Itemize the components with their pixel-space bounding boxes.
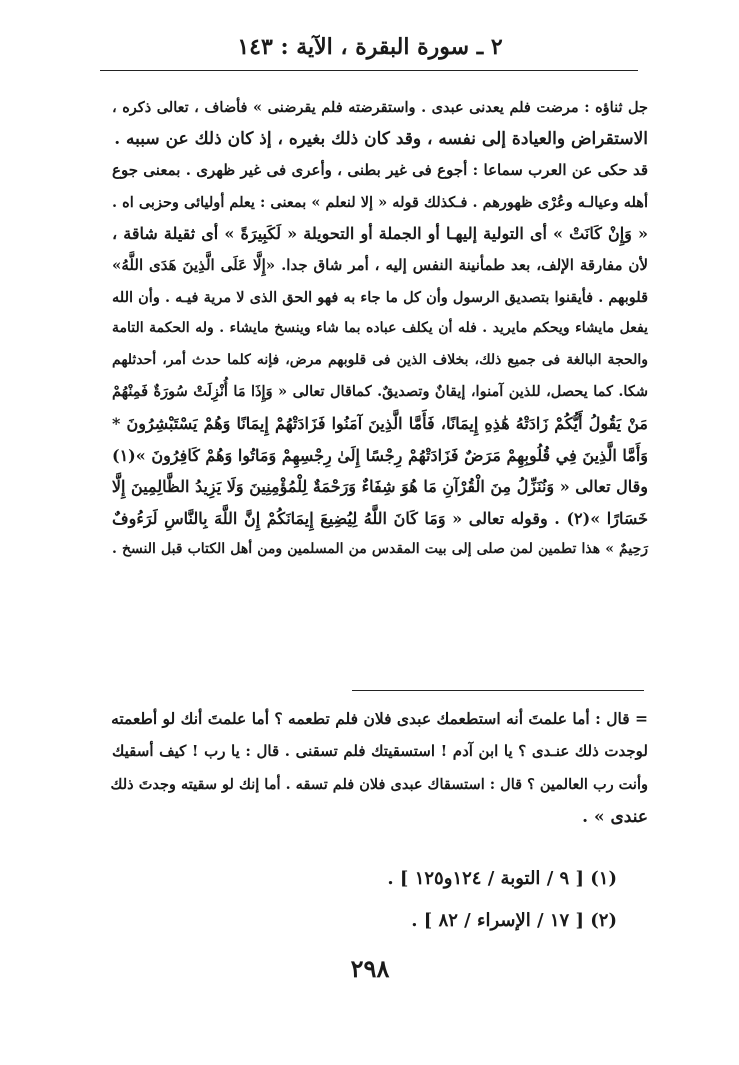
text-line: مَنْ يَقُولُ أَيُّكُمْ زَادَتْهُ هَٰذِهِ إِيمَانًا، فَأَمَّا الَّذِينَ آمَنُوا فَزَادَتْهُمْ إِيمَانًا وَهُمْ يَسْتَبْشِرُونَ * [112,413,649,433]
text-line: خَسَارًا »(٢) . وقوله تعالى « وَمَا كَانَ اللَّهُ لِيُضِيعَ إِيمَانَكُمْ إِنَّ اللَّهَ بِالنَّاسِ لَرَءُوفٌ [112,508,648,528]
text-line: قد حكى عن العرب سماعا : أجوع فى غير بطنى ، وأعرى فى غير ظهرى . بمعنى جوع [112,161,648,180]
text-line: وَأَمَّا الَّذِينَ فِي قُلُوبِهِمْ مَرَضٌ فَزَادَتْهُمْ رِجْسًا إِلَىٰ رِجْسِهِمْ وَمَاتُوا وَهُمْ كَافِرُونَ »(١) [112,445,648,465]
references-block [112,858,617,942]
text-line: قلوبهم . فأيقنوا بتصديق الرسول وأن كل ما جاء به فهو الحق الذى لا مرية فيـه . وأن الله [112,288,648,306]
text-line: « وَإِنْ كَانَتْ » أى التولية إليهـا أو الجملة أو التحويلة « لَكَبِيرَةً » أى ثقيلة شاقة ، [112,224,648,244]
text-line: لأن مفارقة الإلف، بعد طمأنينة النفس إليه ، أمر شاق جدا. «إِلَّا عَلَى الَّذِينَ هَدَى اللَّهُ» [112,255,648,274]
footnote-line: عندى » . [582,807,648,827]
page-header: ٢ ـ سورة البقرة ، الآية : ١٤٣ [237,34,503,60]
text-line: والحجة البالغة فى جميع ذلك، بخلاف الذين فى قلوبهم مرض، فإنه كلما حدث أمر، أحدثلهم [112,351,648,368]
footnote-block [112,702,648,834]
text-line: شكا. كما يحصل، للذين آمنوا، إيقانٌ وتصديقٌ. كماقال تعالى « وَإِذَا مَا أُنْزِلَتْ سُورَةٌ فَمِنْهُمْ [112,383,648,401]
footnote-divider [352,690,644,691]
reference-item: (١) [ ٩ / التوبة / ١٢٤و١٢٥ ] . [387,868,617,889]
footnote-line: وأنت رب العالمين ؟ قال : استسقاك عبدى فلان فلم تسقه . أما إنك لو سقيته وجدتَ ذلك [110,776,648,793]
text-line: أهله وعيالـه وعُرْى ظهورهم . فـكذلك قوله « إلا لنعلم » بمعنى : يعلم أوليائى وحزبى اه . [112,193,648,211]
text-line: وقال تعالى « وَنُنَزِّلُ مِنَ الْقُرْآنِ مَا هُوَ شِفَاءٌ وَرَحْمَةٌ لِلْمُؤْمِنِينَ وَلَا يَزِيدُ الظَّالِمِينَ إِلَّا [111,477,648,497]
text-line: رَحِيمٌ » هذا تطمين لمن صلى إلى بيت المقدس من المسلمين ومن أهل الكتاب قبل النسخ . [112,541,648,558]
page-number: ٢٩٨ [350,954,390,983]
header-divider [100,70,638,71]
footnote-line: = قال : أما علمتَ أنه استطعمك عبدى فلان فلم تطعمه ؟ أما علمتَ أنك لو أطعمته [111,709,648,728]
text-line: جل ثناؤه : مرضت فلم يعدنى عبدى . واستقرضته فلم يقرضنى » فأضاف ، تعالى ذكره ، [112,99,648,116]
footnote-line: لوجدت ذلك عنـدى ؟ يا ابن آدم ! استسقيتك فلم تسقنى . قال : يا رب ! كيف أسقيك [112,742,648,760]
main-text-body [112,92,648,566]
reference-item: (٢) [ ١٧ / الإسراء / ٨٢ ] . [411,910,617,931]
text-line: الاستقراض والعيادة إلى نفسه ، وقد كان ذلك بغيره ، إذ كان ذلك عن سببه . [114,128,648,149]
text-line: يفعل مايشاء ويحكم مايريد . فله أن يكلف عباده بما شاء وينسخ مايشاء . وله الحكمة التامة [112,320,648,337]
